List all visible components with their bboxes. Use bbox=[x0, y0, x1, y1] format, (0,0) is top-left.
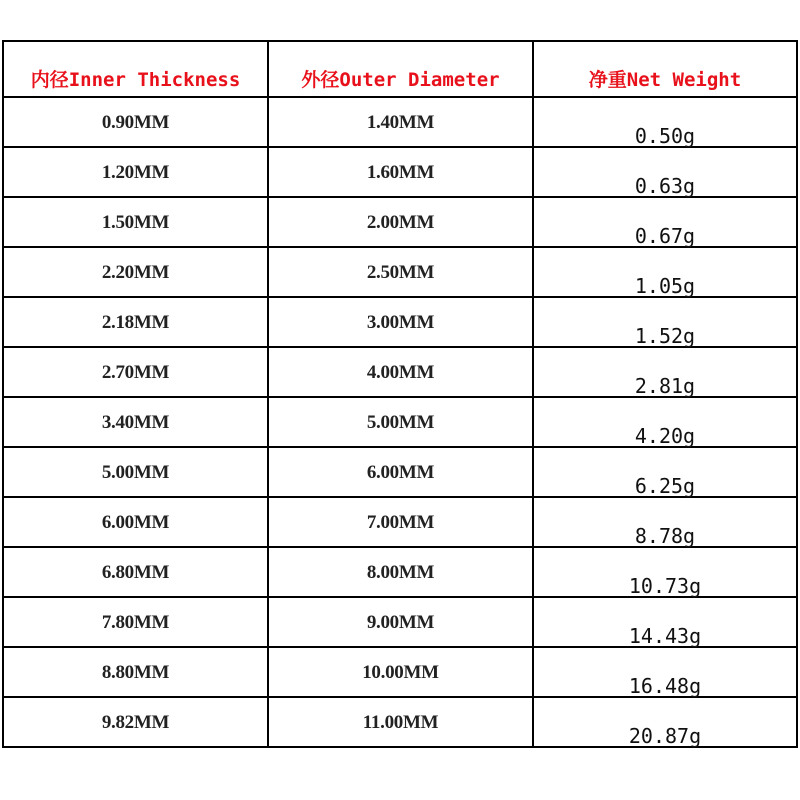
cell-net-weight: 1.52g bbox=[533, 297, 797, 347]
cell-inner-thickness: 9.82MM bbox=[3, 697, 268, 747]
cell-net-weight: 10.73g bbox=[533, 547, 797, 597]
cell-outer-diameter: 5.00MM bbox=[268, 397, 533, 447]
cell-net-weight: 20.87g bbox=[533, 697, 797, 747]
table-row bbox=[3, 447, 797, 497]
cell-outer-diameter: 8.00MM bbox=[268, 547, 533, 597]
cell-net-weight: 0.67g bbox=[533, 197, 797, 247]
header-net-weight: 净重Net Weight bbox=[533, 41, 797, 97]
cell-net-weight: 0.50g bbox=[533, 97, 797, 147]
cell-outer-diameter: 9.00MM bbox=[268, 597, 533, 647]
table-row bbox=[3, 247, 797, 297]
cell-inner-thickness: 6.80MM bbox=[3, 547, 268, 597]
table-row bbox=[3, 547, 797, 597]
cell-outer-diameter: 11.00MM bbox=[268, 697, 533, 747]
table-row bbox=[3, 297, 797, 347]
cell-net-weight: 6.25g bbox=[533, 447, 797, 497]
table-row bbox=[3, 347, 797, 397]
cell-inner-thickness: 0.90MM bbox=[3, 97, 268, 147]
table-row bbox=[3, 397, 797, 447]
spec-table bbox=[2, 40, 798, 748]
cell-outer-diameter: 6.00MM bbox=[268, 447, 533, 497]
cell-inner-thickness: 2.20MM bbox=[3, 247, 268, 297]
cell-outer-diameter: 1.40MM bbox=[268, 97, 533, 147]
cell-inner-thickness: 8.80MM bbox=[3, 647, 268, 697]
cell-inner-thickness: 2.18MM bbox=[3, 297, 268, 347]
table-body bbox=[3, 97, 797, 747]
cell-net-weight: 8.78g bbox=[533, 497, 797, 547]
cell-outer-diameter: 2.50MM bbox=[268, 247, 533, 297]
header-inner-thickness: 内径Inner Thickness bbox=[3, 41, 268, 97]
cell-outer-diameter: 4.00MM bbox=[268, 347, 533, 397]
table-row bbox=[3, 697, 797, 747]
cell-net-weight: 4.20g bbox=[533, 397, 797, 447]
cell-inner-thickness: 1.50MM bbox=[3, 197, 268, 247]
table-row bbox=[3, 647, 797, 697]
cell-inner-thickness: 6.00MM bbox=[3, 497, 268, 547]
cell-inner-thickness: 7.80MM bbox=[3, 597, 268, 647]
table-row bbox=[3, 147, 797, 197]
table-row bbox=[3, 597, 797, 647]
cell-outer-diameter: 1.60MM bbox=[268, 147, 533, 197]
cell-outer-diameter: 7.00MM bbox=[268, 497, 533, 547]
cell-net-weight: 14.43g bbox=[533, 597, 797, 647]
table-row bbox=[3, 97, 797, 147]
cell-outer-diameter: 10.00MM bbox=[268, 647, 533, 697]
cell-inner-thickness: 3.40MM bbox=[3, 397, 268, 447]
table-row bbox=[3, 497, 797, 547]
cell-inner-thickness: 5.00MM bbox=[3, 447, 268, 497]
table-row bbox=[3, 197, 797, 247]
cell-inner-thickness: 1.20MM bbox=[3, 147, 268, 197]
cell-net-weight: 2.81g bbox=[533, 347, 797, 397]
cell-net-weight: 1.05g bbox=[533, 247, 797, 297]
table-header-row bbox=[3, 41, 797, 97]
cell-outer-diameter: 2.00MM bbox=[268, 197, 533, 247]
cell-outer-diameter: 3.00MM bbox=[268, 297, 533, 347]
cell-net-weight: 0.63g bbox=[533, 147, 797, 197]
header-outer-diameter: 外径Outer Diameter bbox=[268, 41, 533, 97]
cell-net-weight: 16.48g bbox=[533, 647, 797, 697]
cell-inner-thickness: 2.70MM bbox=[3, 347, 268, 397]
